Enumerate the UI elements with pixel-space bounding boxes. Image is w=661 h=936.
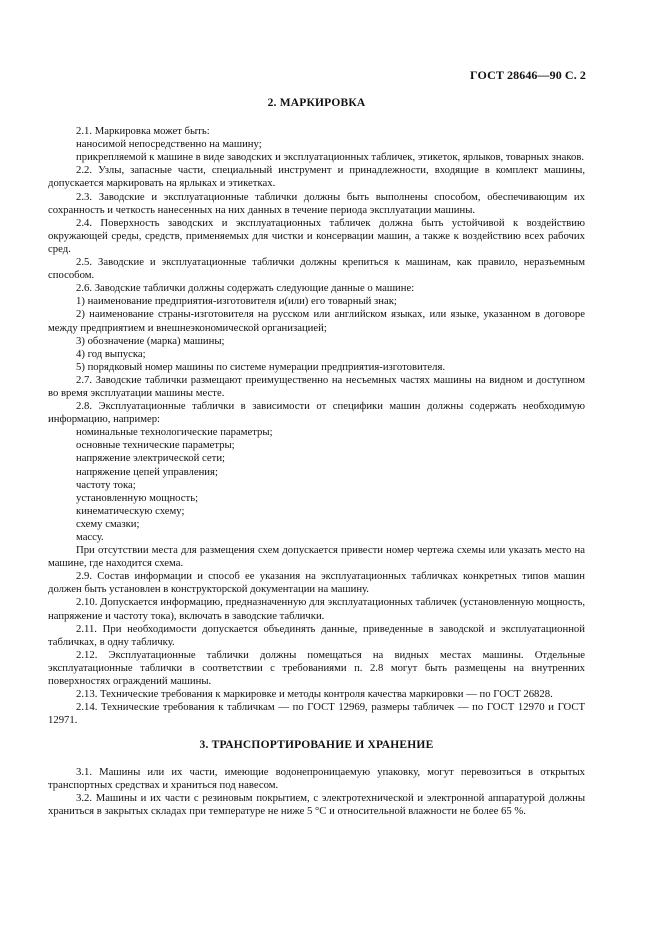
paragraph: 2.5. Заводские и эксплуатационные таблички должны крепиться к машинам, как правило, неразъемным способом.: [48, 256, 585, 282]
paragraph: номинальные технологические параметры;: [76, 426, 273, 439]
paragraph: 2.11. При необходимости допускается объединять данные, приведенные в заводской и эксплуатационной табличках, в одну табличку.: [48, 622, 585, 648]
paragraph: 2.7. Заводские таблички размещают преимущественно на несъемных частях машины на видном и доступном во время эксплуатации машины месте.: [48, 373, 585, 399]
section-2-paragraphs: [48, 125, 585, 727]
paragraph: частоту тока;: [76, 478, 136, 491]
paragraph: напряжение электрической сети;: [76, 452, 226, 465]
paragraph: напряжение цепей управления;: [76, 465, 218, 478]
paragraph: прикрепляемой к машине в виде заводских и эксплуатационных табличек, этикеток, ярлыков, товарных знаков.: [76, 151, 585, 164]
paragraph: 2.12. Эксплуатационные таблички должны помещаться на видных местах машины. Отдельные эксплуатационные таблички в соответствии с требованиями п. 2.8 могут быть размещены на внутренних поверхностях ограждений машины.: [48, 648, 585, 688]
paragraph: При отсутствии места для размещения схем допускается привести номер чертежа схемы или указать место на машине, где находится схема.: [48, 544, 585, 570]
section-3-heading: 3. ТРАНСПОРТИРОВАНИЕ И ХРАНЕНИЕ: [199, 739, 434, 752]
section-2-heading: 2. МАРКИРОВКА: [267, 97, 366, 109]
paragraph: 5) порядковый номер машины по системе нумерации предприятия-изготовителя.: [76, 360, 446, 373]
document-body: [48, 97, 585, 818]
paragraph: 2.1. Маркировка может быть:: [76, 125, 210, 138]
paragraph: 3.2. Машины и их части с резиновым покрытием, с электротехнической и электронной аппаратурой должны храниться в закрытых складах при температуре не ниже 5 °С и относительной влажности не более 65 %.: [48, 791, 585, 817]
paragraph: 4) год выпуска;: [76, 347, 146, 360]
paragraph: массу.: [76, 531, 104, 543]
paragraph: 2.10. Допускается информацию, предназначенную для эксплуатационных табличек (установленную мощность, напряжение и частоту тока), включать в заводские таблички.: [48, 596, 585, 622]
section-3-paragraphs: [48, 766, 585, 818]
paragraph: 2.14. Технические требования к табличкам — по ГОСТ 12969, размеры табличек — по ГОСТ 12970 и ГОСТ 12971.: [48, 701, 585, 727]
paragraph: 3) обозначение (марка) машины;: [76, 334, 225, 347]
paragraph: 1) наименование предприятия-изготовителя и(или) его товарный знак;: [76, 295, 397, 308]
paragraph: наносимой непосредственно на машину;: [76, 138, 262, 151]
paragraph: 3.1. Машины или их части, имеющие водонепроницаемую упаковку, могут перевозиться в открытых транспортных средствах и храниться под навесом.: [48, 765, 585, 791]
paragraph: 2.9. Состав информации и способ ее указания на эксплуатационных табличках конкретных типов машин должен быть установлен в конструкторской документации на машину.: [48, 570, 585, 596]
paragraph: кинематическую схему;: [76, 504, 185, 517]
paragraph: установленную мощность;: [76, 491, 199, 504]
paragraph: 2.8. Эксплуатационные таблички в зависимости от специфики машин должны содержать необходимую информацию, например:: [48, 400, 585, 426]
paragraph: основные технические параметры;: [76, 439, 235, 452]
paragraph: 2.4. Поверхность заводских и эксплуатационных табличек должна быть устойчивой к воздействию окружающей среды, средств, применяемых для чистки и консервации машин, а также к воздействию всех рабочих сред.: [48, 216, 585, 255]
paragraph: 2) наименование страны-изготовителя на русском или английском языках, или языке, указанном в договоре между предприятием и внешнеэкономической организацией;: [48, 308, 585, 334]
paragraph: 2.3. Заводские и эксплуатационные таблички должны быть выполнены способом, обеспечивающим их сохранность и четкость нанесенных на них данных в течение периода эксплуатации машины.: [48, 190, 585, 216]
paragraph: 2.13. Технические требования к маркировке и методы контроля качества маркировки — по ГОСТ 26828.: [76, 688, 553, 701]
paragraph: 2.2. Узлы, запасные части, специальный инструмент и принадлежности, входящие в комплект машины, допускается маркировать на ярлыках и этикетках.: [48, 164, 585, 190]
paragraph: схему смазки;: [76, 517, 140, 530]
running-header: ГОСТ 28646—90 С. 2: [470, 68, 586, 82]
paragraph: 2.6. Заводские таблички должны содержать следующие данные о машине:: [76, 282, 415, 295]
